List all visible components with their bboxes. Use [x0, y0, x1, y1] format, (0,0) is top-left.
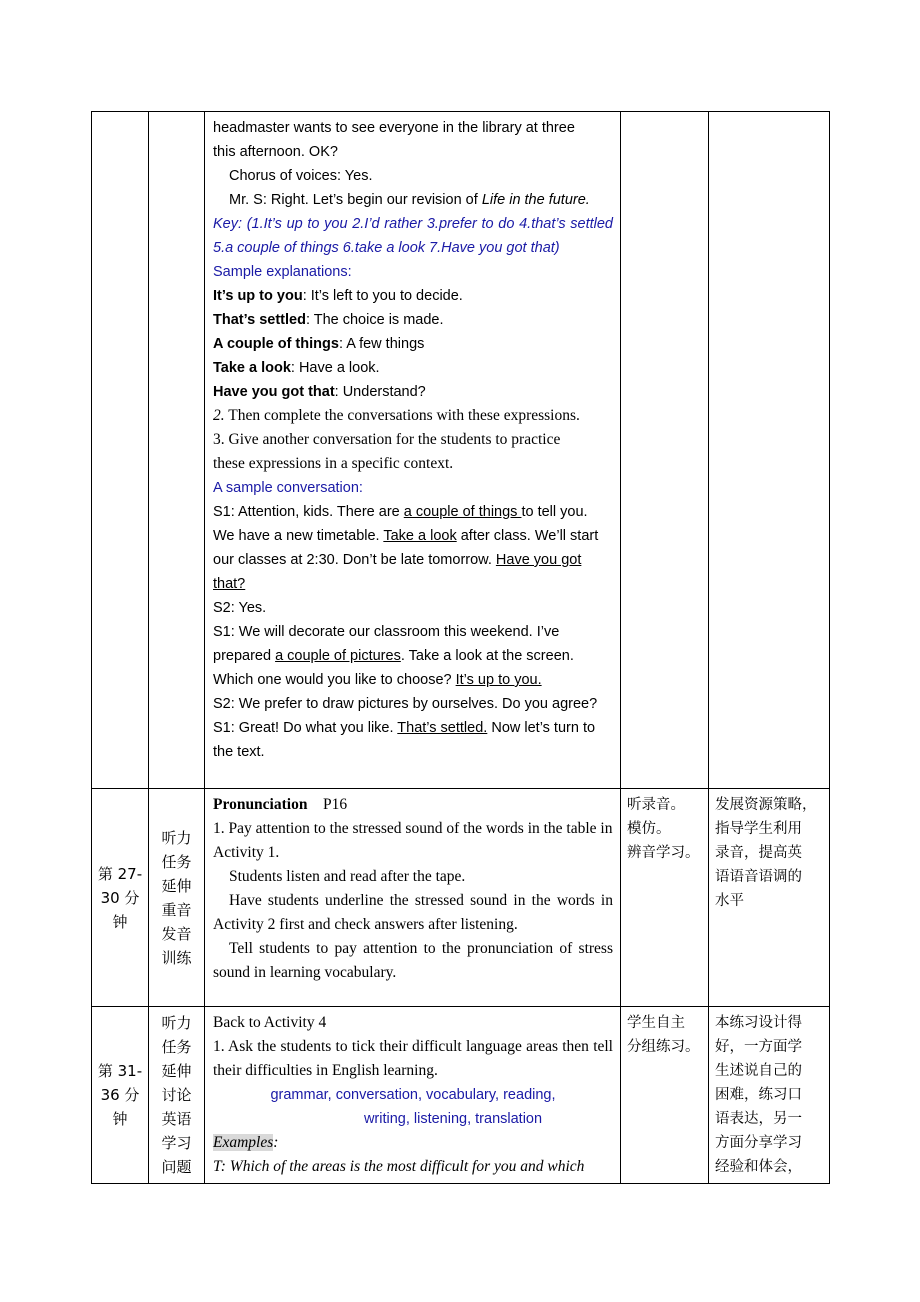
activity-cell: 学生自主 分组练习。	[621, 1007, 709, 1184]
content-cell	[205, 112, 621, 789]
aim-cell	[709, 112, 830, 789]
task-cell: 听力 任务 延伸 讨论 英语 学习 问题	[149, 1007, 205, 1184]
aim-cell: 本练习设计得 好，一方面学 生述说自己的 困难，练习口 语表达，另一 方面分享学习 经验和体会，	[709, 1007, 830, 1184]
text-line: 1. Ask the students to tick their difficult language areas then tell their difficulties in English learning.	[213, 1038, 613, 1079]
conversation-line: that?	[213, 576, 246, 592]
text-line: Students listen and read after the tape.	[229, 868, 466, 885]
conversation-line: S2: Yes.	[213, 600, 267, 616]
sample-conversation-title: A sample conversation:	[213, 480, 363, 496]
language-areas: writing, listening, translation	[363, 1111, 543, 1127]
task-cell: 听力 任务 延伸 重音 发音 训练	[149, 789, 205, 1007]
text-line: Mr. S: Right. Let’s begin our revision of Life in the future.	[229, 192, 590, 208]
text-line: Back to Activity 4	[213, 1014, 327, 1031]
text-line: headmaster wants to see everyone in the library at three	[213, 120, 575, 136]
explanation-item: Take a look: Have a look.	[213, 360, 380, 376]
conversation-line: our classes at 2:30. Don’t be late tomorrow. Have you got	[213, 552, 582, 568]
step-3: 3. Give another conversation for the students to practice these expressions in a specific context.	[213, 431, 561, 472]
time-cell: 第 31- 36 分 钟	[92, 1007, 149, 1184]
language-areas: grammar, conversation, vocabulary, reading,	[270, 1087, 556, 1103]
conversation-line: We have a new timetable. Take a look after class. We’ll start	[213, 528, 599, 544]
content-cell	[205, 1007, 621, 1184]
text-line: 1. Pay attention to the stressed sound of the words in the table in Activity 1.	[213, 820, 613, 861]
conversation-line: prepared a couple of pictures. Take a look at the screen.	[213, 648, 574, 664]
time-cell: 第 27- 30 分 钟	[92, 789, 149, 1007]
table-row	[92, 112, 830, 789]
content-cell	[205, 789, 621, 1007]
lesson-plan-table	[91, 111, 830, 1184]
table-row	[92, 789, 830, 1007]
conversation-line: S2: We prefer to draw pictures by ourselves. Do you agree?	[213, 696, 598, 712]
section-title: Pronunciation P16	[213, 796, 348, 813]
text-line: Have students underline the stressed sound in the words in Activity 2 first and check answers after listening.	[213, 892, 613, 933]
activity-cell: 听录音。 模仿。 辨音学习。	[621, 789, 709, 1007]
text-line: Tell students to pay attention to the pronunciation of stress sound in learning vocabulary.	[213, 940, 613, 981]
table-row	[92, 1007, 830, 1184]
answer-key: Key: (1.It’s up to you 2.I’d rather 3.prefer to do 4.that’s settled 5.a couple of things 6.take a look 7.Have you got that)	[213, 216, 613, 256]
explanation-item: It’s up to you: It’s left to you to decide.	[213, 288, 463, 304]
activity-cell	[621, 112, 709, 789]
conversation-line: S1: Attention, kids. There are a couple of things to tell you.	[213, 504, 588, 520]
examples-label: Examples:	[213, 1134, 279, 1151]
aim-cell: 发展资源策略， 指导学生利用 录音，提高英 语语音语调的 水平	[709, 789, 830, 1007]
conversation-line: the text.	[213, 744, 265, 760]
conversation-line: S1: Great! Do what you like. That’s settled. Now let’s turn to	[213, 720, 596, 736]
text-line: this afternoon. OK?	[213, 144, 338, 160]
text-line: T: Which of the areas is the most difficult for you and which	[213, 1158, 585, 1175]
conversation-line: Which one would you like to choose? It’s up to you.	[213, 672, 542, 688]
explanation-item: Have you got that: Understand?	[213, 384, 426, 400]
conversation-line: S1: We will decorate our classroom this weekend. I’ve	[213, 624, 560, 640]
task-cell	[149, 112, 205, 789]
step-2: 2. Then complete the conversations with these expressions.	[213, 407, 580, 424]
explanation-item: A couple of things: A few things	[213, 336, 425, 352]
sample-explanations-title: Sample explanations:	[213, 264, 352, 280]
text-line: Chorus of voices: Yes.	[229, 168, 373, 184]
time-cell	[92, 112, 149, 789]
explanation-item: That’s settled: The choice is made.	[213, 312, 444, 328]
